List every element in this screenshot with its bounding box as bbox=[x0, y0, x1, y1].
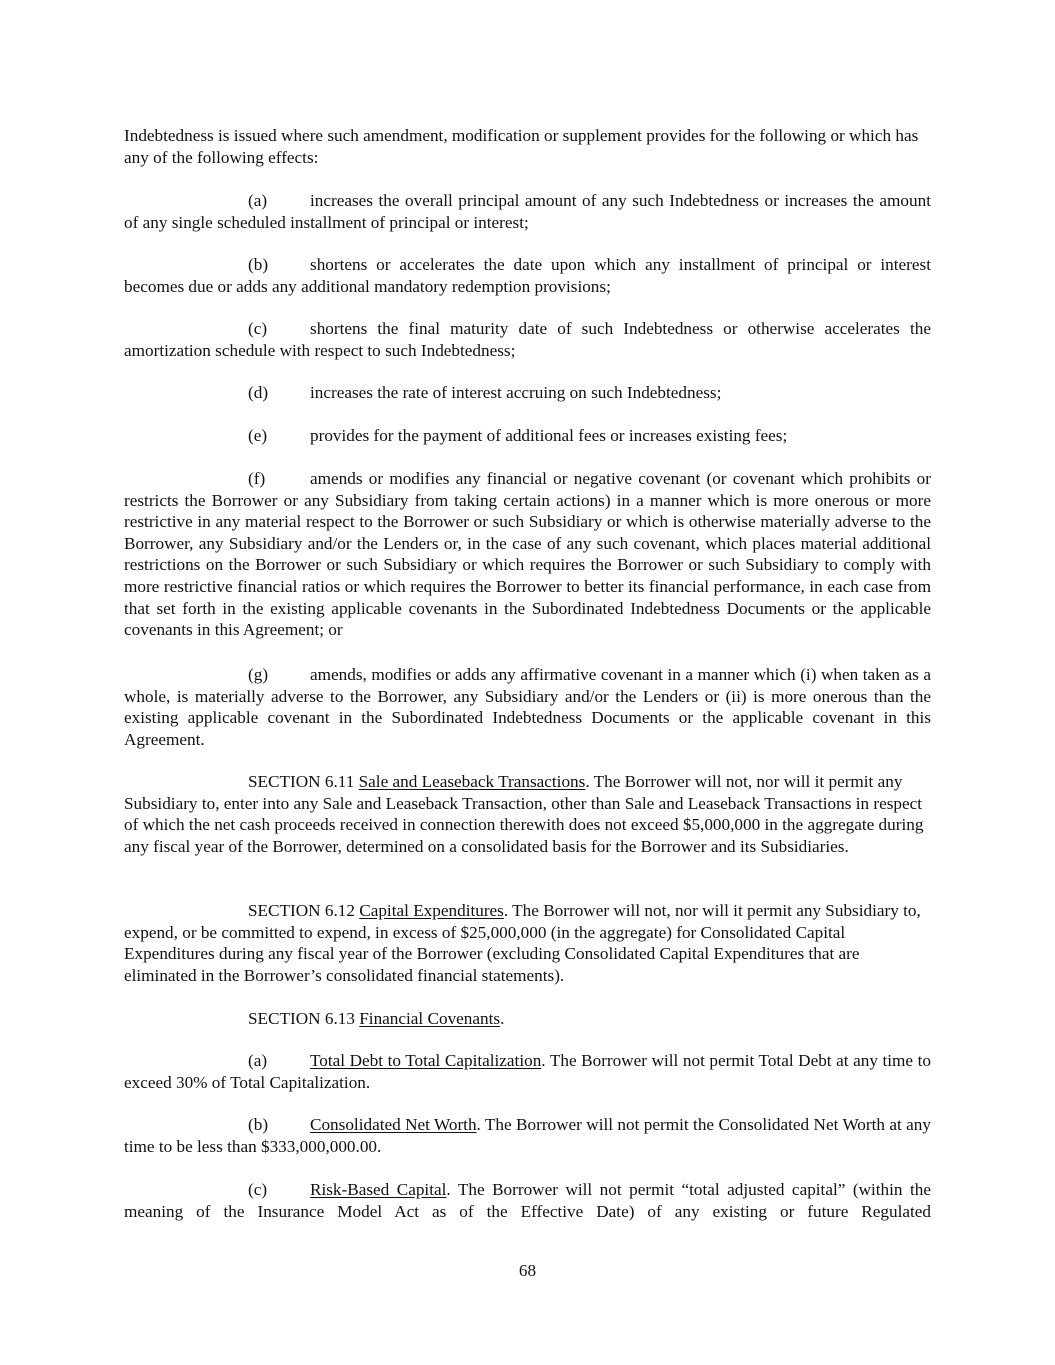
list-text: provides for the payment of additional fees or increases existing fees; bbox=[310, 426, 788, 445]
list-item-d bbox=[124, 382, 931, 404]
list-label: (c) bbox=[248, 319, 268, 338]
list-item-a bbox=[124, 190, 931, 233]
section-number: SECTION 6.11 bbox=[248, 772, 355, 791]
covenant-label: (b) bbox=[248, 1115, 269, 1134]
covenant-text: . The Borrower will not permit “total adjusted capital” (within the meaning of the Insurance Model Act as of the Effective Date) of any existing or future Regulated bbox=[124, 1180, 932, 1221]
list-item-e bbox=[124, 425, 931, 447]
list-label: (e) bbox=[248, 426, 268, 445]
list-label: (b) bbox=[248, 255, 269, 274]
list-text: amends, modifies or adds any affirmative covenant in a manner which (i) when taken as a whole, is materially adverse to the Borrower, any Subsidiary and/or the Lenders or (ii) is more onerous than the existing applicable covenant in the Subordinated Indebtedness Documents or the applicable covenant in this Agreement. bbox=[124, 665, 931, 749]
list-text: increases the rate of interest accruing on such Indebtedness; bbox=[310, 383, 722, 402]
covenant-title: Risk-Based Capital bbox=[310, 1180, 447, 1199]
list-label: (d) bbox=[248, 383, 269, 402]
list-text: amends or modifies any financial or negative covenant (or covenant which prohibits or restricts the Borrower or any Subsidiary from taking certain actions) in a manner which is more onerous or more restrictive in any material respect to the Borrower or such Subsidiary or which is otherwise materially adverse to the Borrower, any Subsidiary and/or the Lenders or, in the case of any such covenant, which places material additional restrictions on the Borrower or such Subsidiary or which requires the Borrower or such Subsidiary to comply with more restrictive financial ratios or which requires the Borrower to better its financial performance, in each case from that set forth in the existing applicable covenants in the Subordinated Indebtedness Documents or the applicable covenants in this Agreement; or bbox=[124, 469, 931, 640]
covenant-text: . The Borrower will not permit the Consolidated Net Worth at any time to be less than $333,000,000.00. bbox=[124, 1115, 931, 1156]
intro-paragraph: Indebtedness is issued where such amendment, modification or supplement provides for the following or which has any of the following effects: bbox=[124, 126, 919, 167]
list-label: (f) bbox=[248, 469, 266, 488]
list-text: shortens or accelerates the date upon which any installment of principal or interest becomes due or adds any additional mandatory redemption provisions; bbox=[124, 255, 931, 296]
section-6-12 bbox=[124, 900, 931, 986]
covenant-label: (a) bbox=[248, 1051, 268, 1070]
list-item-f bbox=[124, 468, 931, 641]
section-number: SECTION 6.13 bbox=[248, 1009, 355, 1028]
section-title: Capital Expenditures bbox=[359, 901, 504, 920]
list-label: (a) bbox=[248, 191, 268, 210]
section-text: . The Borrower will not, nor will it permit any Subsidiary to, enter into any Sale and Leaseback Transaction, other than Sale and Leaseback Transactions in respect of which the net cash proceeds received in connection therewith does not exceed $5,000,000 in the aggregate during any fiscal year of the Borrower, determined on a consolidated basis for the Borrower and its Subsidiaries. bbox=[124, 772, 924, 856]
covenant-label: (c) bbox=[248, 1180, 268, 1199]
section-title: Sale and Leaseback Transactions bbox=[358, 772, 586, 791]
covenant-net-worth bbox=[124, 1114, 931, 1157]
section-text: . bbox=[500, 1009, 505, 1028]
page-number: 68 bbox=[518, 1261, 537, 1280]
list-item-g bbox=[124, 664, 931, 750]
covenant-risk-based-capital bbox=[124, 1179, 931, 1222]
covenant-text: . The Borrower will not permit Total Debt at any time to exceed 30% of Total Capitalization. bbox=[124, 1051, 931, 1092]
list-text: shortens the final maturity date of such Indebtedness or otherwise accelerates the amortization schedule with respect to such Indebtedness; bbox=[124, 319, 931, 360]
section-title: Financial Covenants bbox=[359, 1009, 501, 1028]
list-item-c bbox=[124, 318, 931, 361]
covenant-title: Consolidated Net Worth bbox=[310, 1115, 477, 1134]
covenant-total-debt bbox=[124, 1050, 931, 1093]
list-text: increases the overall principal amount of any such Indebtedness or increases the amount of any single scheduled installment of principal or interest; bbox=[124, 191, 931, 232]
list-label: (g) bbox=[248, 665, 269, 684]
list-item-b bbox=[124, 254, 931, 297]
covenant-title: Total Debt to Total Capitalization bbox=[310, 1051, 542, 1070]
section-text: . The Borrower will not, nor will it permit any Subsidiary to, expend, or be committed to expend, in excess of $25,000,000 (in the aggregate) for Consolidated Capital Expenditures during any fiscal year of the Borrower (excluding Consolidated Capital Expenditures that are eliminated in the Borrower’s consolidated financial statements). bbox=[124, 901, 921, 985]
section-number: SECTION 6.12 bbox=[248, 901, 355, 920]
section-6-13 bbox=[124, 1008, 931, 1030]
section-6-11 bbox=[124, 771, 931, 857]
